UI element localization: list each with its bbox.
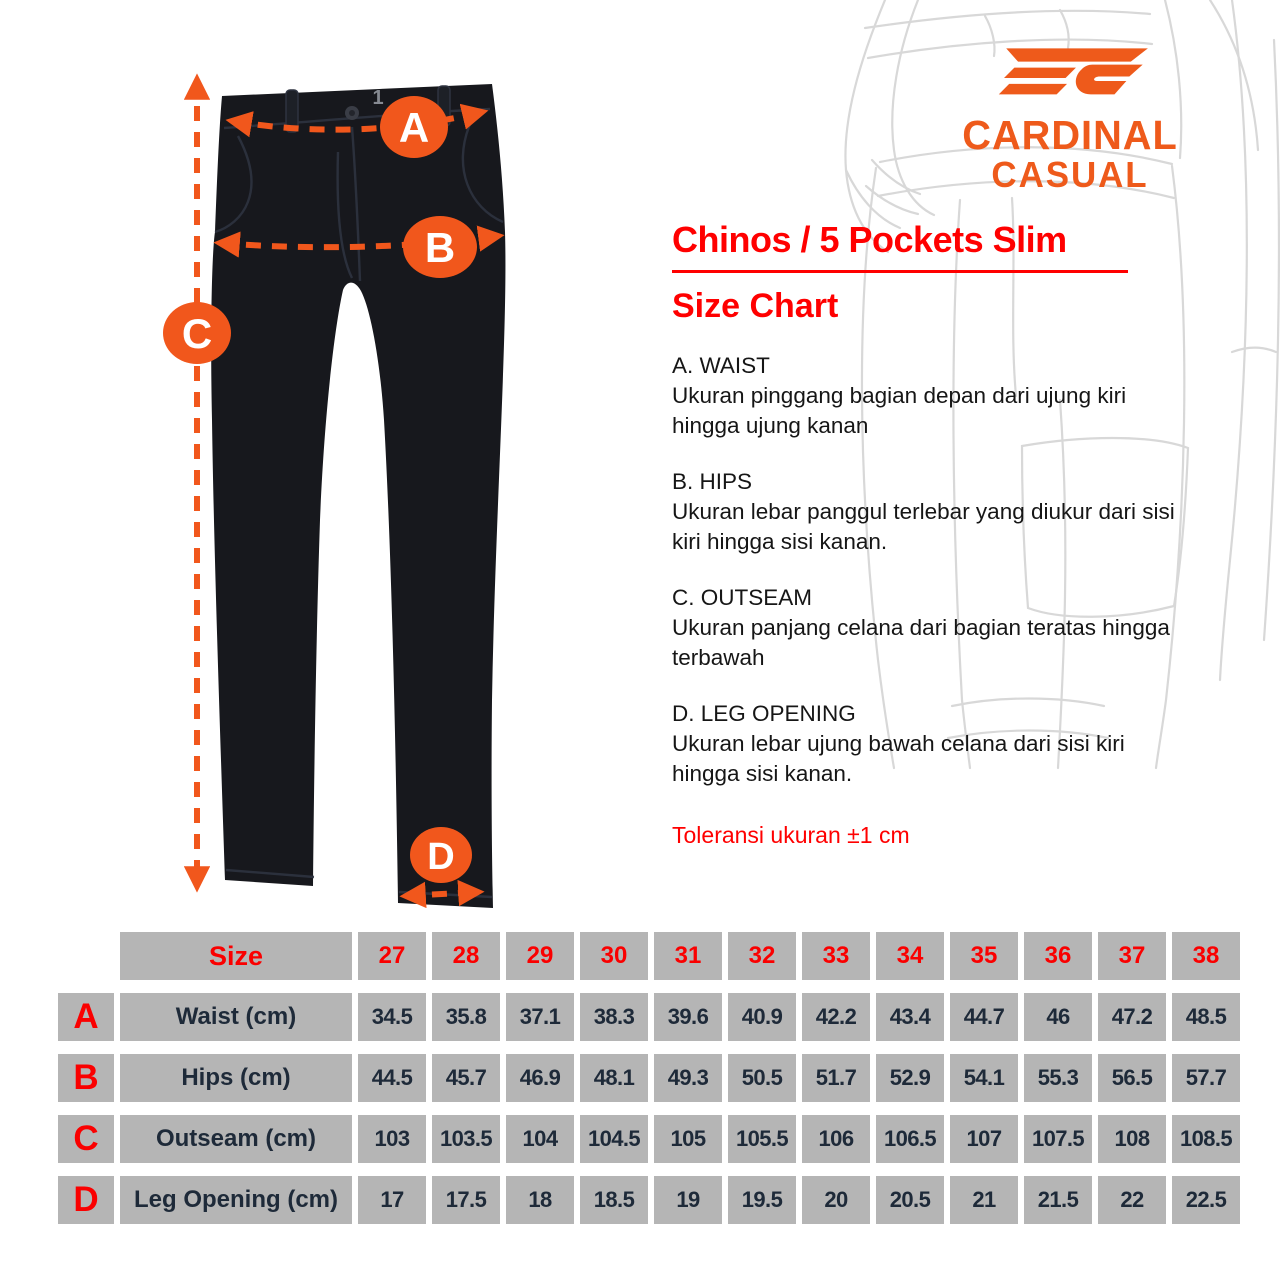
size-value-cell: 44.5 bbox=[358, 1054, 426, 1102]
size-value-cell: 48.1 bbox=[580, 1054, 648, 1102]
svg-text:B: B bbox=[424, 224, 456, 271]
size-value-cell: 22 bbox=[1098, 1176, 1166, 1224]
description-body: Ukuran lebar panggul terlebar yang diukur dari sisi kiri hingga sisi kanan. bbox=[672, 499, 1175, 554]
size-value-cell: 47.2 bbox=[1098, 993, 1166, 1041]
size-value-cell: 38.3 bbox=[580, 993, 648, 1041]
table-corner-spacer bbox=[58, 932, 114, 980]
svg-text:D: D bbox=[427, 836, 455, 878]
row-letter-cell: C bbox=[58, 1115, 114, 1163]
size-value-cell: 108 bbox=[1098, 1115, 1166, 1163]
size-value-cell: 49.3 bbox=[654, 1054, 722, 1102]
size-value-cell: 37.1 bbox=[506, 993, 574, 1041]
size-value-cell: 19.5 bbox=[728, 1176, 796, 1224]
size-col-header: 32 bbox=[728, 932, 796, 980]
size-value-cell: 46.9 bbox=[506, 1054, 574, 1102]
page-subtitle: Size Chart bbox=[672, 287, 839, 325]
size-value-cell: 18.5 bbox=[580, 1176, 648, 1224]
size-value-cell: 107 bbox=[950, 1115, 1018, 1163]
size-col-header: 36 bbox=[1024, 932, 1092, 980]
size-col-header: 33 bbox=[802, 932, 870, 980]
description-body: Ukuran panjang celana dari bagian teratas hingga terbawah bbox=[672, 615, 1170, 670]
page-title: Chinos / 5 Pockets Slim bbox=[672, 219, 1067, 260]
brand-name-line1: CARDINAL bbox=[962, 112, 1178, 158]
size-value-cell: 51.7 bbox=[802, 1054, 870, 1102]
size-col-header: 38 bbox=[1172, 932, 1240, 980]
size-value-cell: 21.5 bbox=[1024, 1176, 1092, 1224]
size-value-cell: 54.1 bbox=[950, 1054, 1018, 1102]
svg-text:A: A bbox=[398, 104, 430, 151]
jeans-measurement-figure bbox=[150, 40, 570, 920]
description-hips bbox=[672, 467, 1192, 557]
size-value-cell: 40.9 bbox=[728, 993, 796, 1041]
size-value-cell: 106.5 bbox=[876, 1115, 944, 1163]
jeans-silhouette bbox=[211, 84, 505, 908]
size-value-cell: 103 bbox=[358, 1115, 426, 1163]
svg-text:C: C bbox=[181, 310, 213, 357]
size-value-cell: 45.7 bbox=[432, 1054, 500, 1102]
description-heading: C. OUTSEAM bbox=[672, 585, 813, 610]
size-header-cell: Size bbox=[120, 932, 352, 980]
tolerance-note: Toleransi ukuran ±1 cm bbox=[672, 822, 910, 848]
row-letter-cell: D bbox=[58, 1176, 114, 1224]
leg-opening-arrow bbox=[406, 892, 478, 896]
size-value-cell: 21 bbox=[950, 1176, 1018, 1224]
description-body: Ukuran pinggang bagian depan dari ujung kiri hingga ujung kanan bbox=[672, 383, 1127, 438]
size-value-cell: 104 bbox=[506, 1115, 574, 1163]
size-value-cell: 17 bbox=[358, 1176, 426, 1224]
outseam-marker-c bbox=[163, 302, 231, 364]
size-value-cell: 46 bbox=[1024, 993, 1092, 1041]
size-value-cell: 22.5 bbox=[1172, 1176, 1240, 1224]
size-col-header: 27 bbox=[358, 932, 426, 980]
size-value-cell: 17.5 bbox=[432, 1176, 500, 1224]
size-value-cell: 18 bbox=[506, 1176, 574, 1224]
size-value-cell: 42.2 bbox=[802, 993, 870, 1041]
leg-opening-marker-d bbox=[410, 827, 472, 883]
size-col-header: 37 bbox=[1098, 932, 1166, 980]
size-value-cell: 105.5 bbox=[728, 1115, 796, 1163]
hips-marker-b bbox=[403, 216, 477, 278]
jeans-waistband-tag: 1 bbox=[372, 87, 384, 109]
size-col-header: 30 bbox=[580, 932, 648, 980]
size-value-cell: 57.7 bbox=[1172, 1054, 1240, 1102]
description-heading: A. WAIST bbox=[672, 353, 770, 378]
size-value-cell: 20 bbox=[802, 1176, 870, 1224]
size-value-cell: 104.5 bbox=[580, 1115, 648, 1163]
size-col-header: 34 bbox=[876, 932, 944, 980]
size-value-cell: 50.5 bbox=[728, 1054, 796, 1102]
brand-logo bbox=[946, 42, 1194, 194]
size-col-header: 35 bbox=[950, 932, 1018, 980]
description-body: Ukuran lebar ujung bawah celana dari sisi kiri hingga sisi kanan. bbox=[672, 731, 1125, 786]
size-value-cell: 39.6 bbox=[654, 993, 722, 1041]
size-value-cell: 44.7 bbox=[950, 993, 1018, 1041]
size-value-cell: 35.8 bbox=[432, 993, 500, 1041]
size-value-cell: 52.9 bbox=[876, 1054, 944, 1102]
row-name-cell: Leg Opening (cm) bbox=[120, 1176, 352, 1224]
size-value-cell: 20.5 bbox=[876, 1176, 944, 1224]
size-value-cell: 43.4 bbox=[876, 993, 944, 1041]
size-value-cell: 56.5 bbox=[1098, 1054, 1166, 1102]
size-value-cell: 106 bbox=[802, 1115, 870, 1163]
size-col-header: 28 bbox=[432, 932, 500, 980]
description-leg-opening bbox=[672, 699, 1192, 789]
size-value-cell: 19 bbox=[654, 1176, 722, 1224]
size-table bbox=[58, 932, 1240, 1224]
size-value-cell: 103.5 bbox=[432, 1115, 500, 1163]
row-name-cell: Outseam (cm) bbox=[120, 1115, 352, 1163]
title-divider bbox=[672, 270, 1128, 273]
row-name-cell: Waist (cm) bbox=[120, 993, 352, 1041]
description-outseam bbox=[672, 583, 1192, 673]
size-col-header: 29 bbox=[506, 932, 574, 980]
description-waist bbox=[672, 351, 1192, 441]
description-heading: D. LEG OPENING bbox=[672, 701, 856, 726]
info-column bbox=[672, 220, 1192, 849]
size-value-cell: 107.5 bbox=[1024, 1115, 1092, 1163]
description-heading: B. HIPS bbox=[672, 469, 753, 494]
row-letter-cell: A bbox=[58, 993, 114, 1041]
cardinal-logo-icon bbox=[981, 42, 1159, 114]
size-value-cell: 108.5 bbox=[1172, 1115, 1240, 1163]
row-letter-cell: B bbox=[58, 1054, 114, 1102]
brand-name-line2: CASUAL bbox=[991, 154, 1149, 195]
size-col-header: 31 bbox=[654, 932, 722, 980]
size-value-cell: 55.3 bbox=[1024, 1054, 1092, 1102]
size-value-cell: 105 bbox=[654, 1115, 722, 1163]
size-value-cell: 34.5 bbox=[358, 993, 426, 1041]
row-name-cell: Hips (cm) bbox=[120, 1054, 352, 1102]
size-value-cell: 48.5 bbox=[1172, 993, 1240, 1041]
waist-marker-a bbox=[380, 96, 448, 158]
